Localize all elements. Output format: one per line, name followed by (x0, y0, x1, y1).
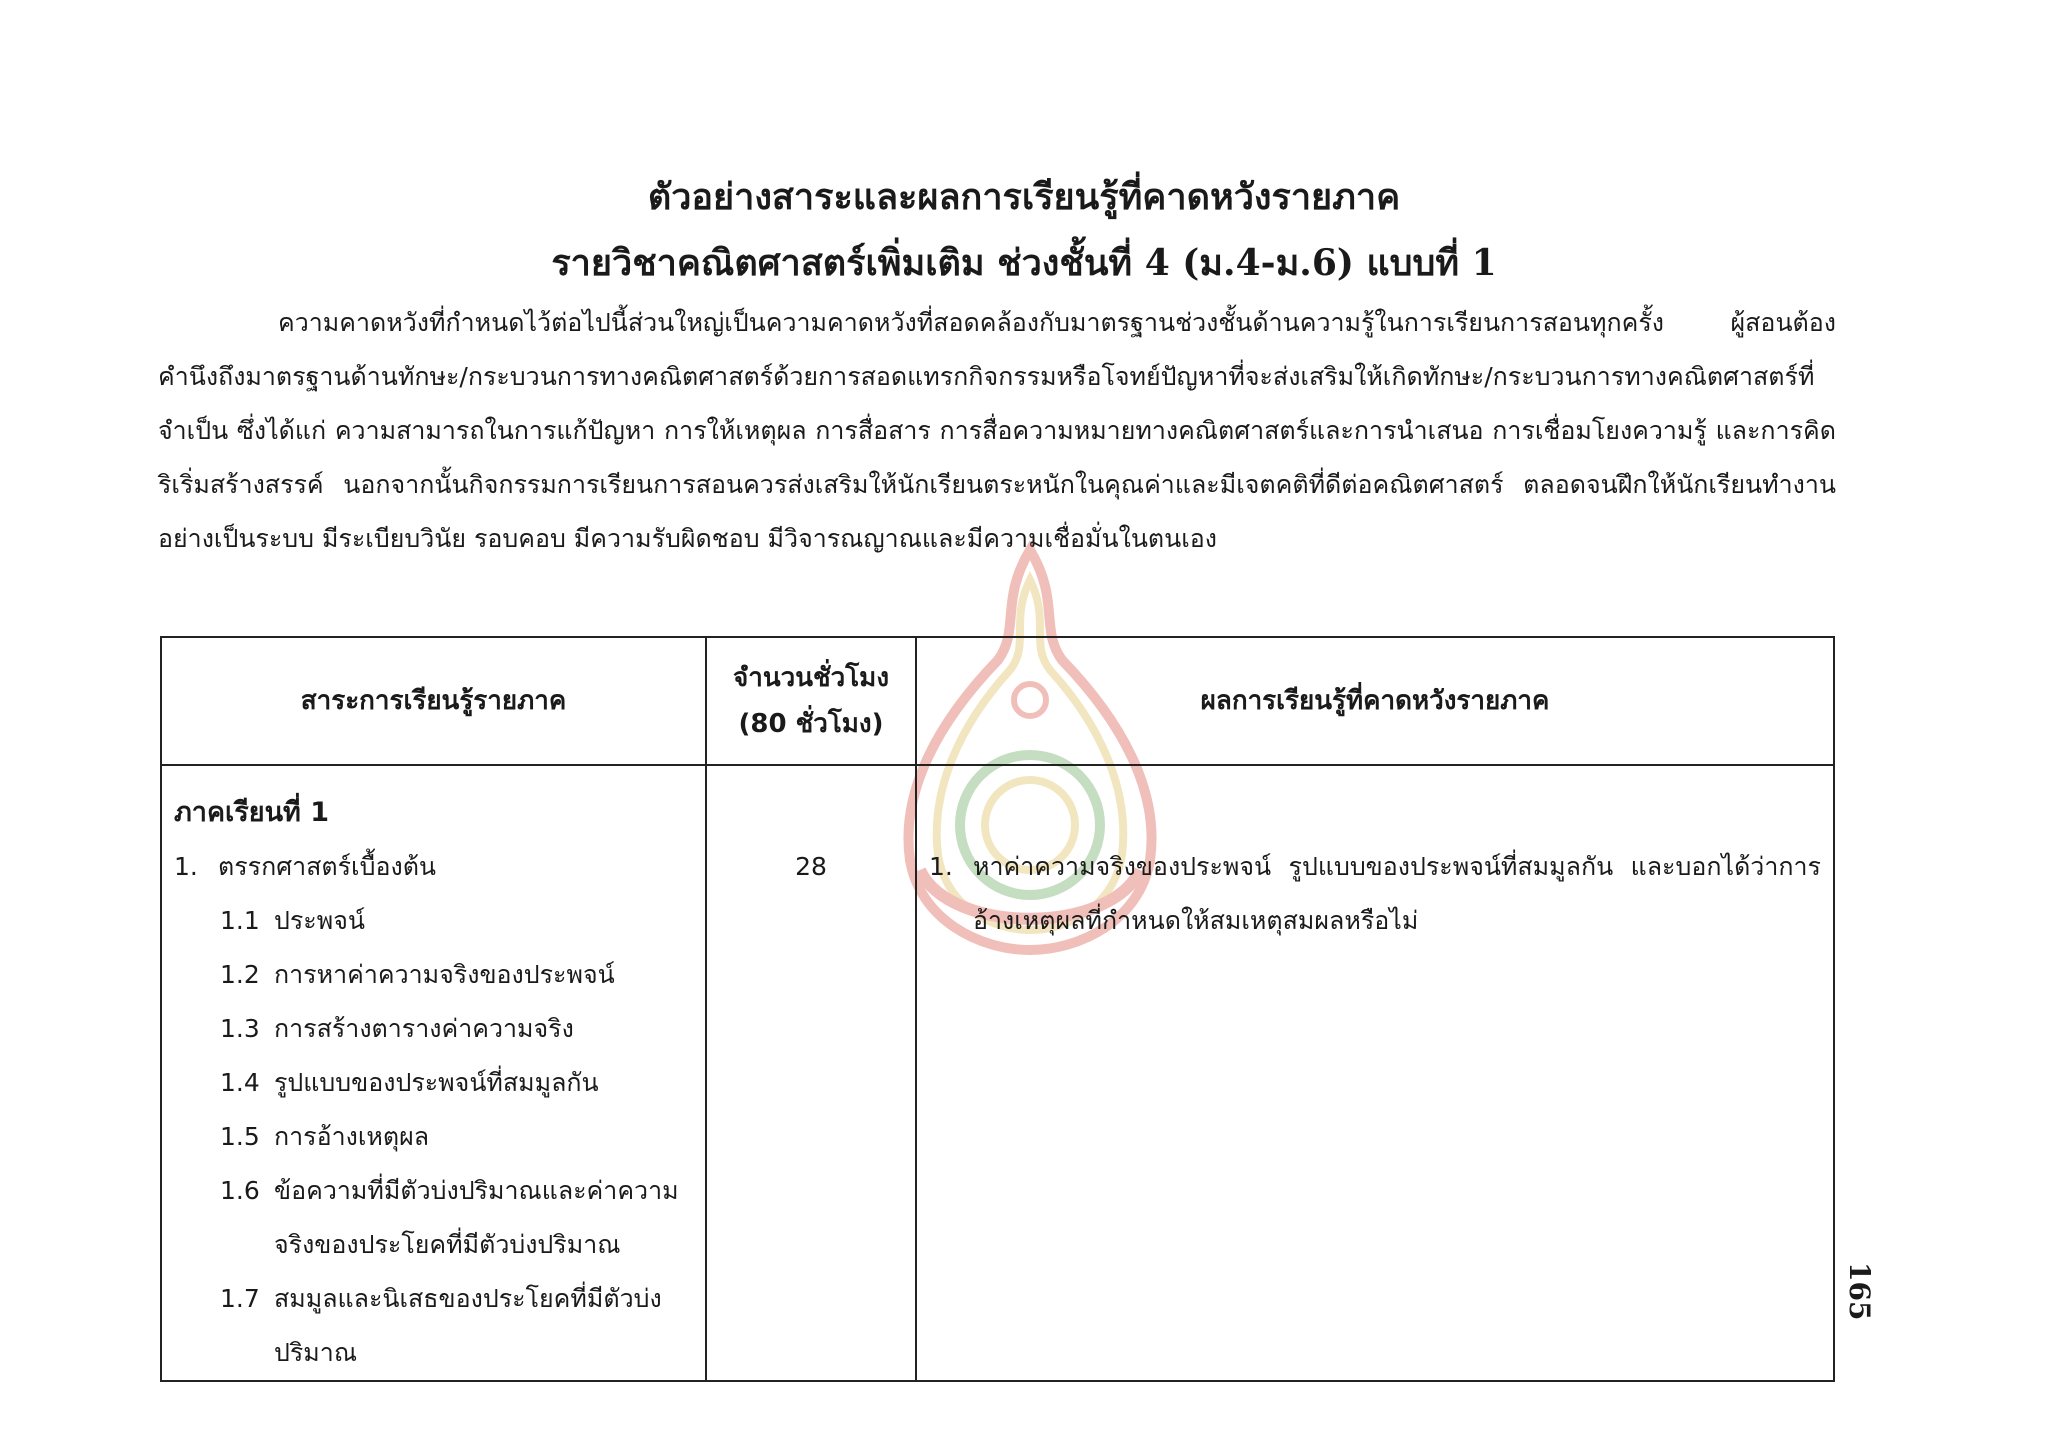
hours-cell (706, 765, 916, 1381)
subtopic-label: สมมูลและนิเสธของประโยคที่มีตัวบ่งปริมาณ (274, 1284, 662, 1367)
topic-label: ตรรกศาสตร์เบื้องต้น (218, 852, 437, 881)
subtopic-label: รูปแบบของประพจน์ที่สมมูลกัน (274, 1068, 599, 1097)
subtopic-item (220, 894, 705, 948)
subtopic-label: การอ้างเหตุผล (274, 1122, 430, 1151)
header-outcomes: ผลการเรียนรู้ที่คาดหวังรายภาค (916, 637, 1834, 765)
table-row (161, 765, 1834, 1381)
curriculum-table (160, 636, 1835, 1382)
subtopic-item (220, 1164, 705, 1272)
page-number: 165 (1843, 1262, 1876, 1321)
subtopic-label: ประพจน์ (274, 906, 365, 935)
subtopic-number: 1.6 (220, 1176, 260, 1205)
subtopic-item (220, 948, 705, 1002)
subtopic-number: 1.1 (220, 906, 260, 935)
page-subtitle: รายวิชาคณิตศาสตร์เพิ่มเติม ช่วงชั้นที่ 4 (ม.4-ม.6) แบบที่ 1 (551, 242, 1497, 284)
header-hours-line1: จำนวนชั่วโมง (732, 663, 890, 693)
outcome-label: หาค่าความจริงของประพจน์ รูปแบบของประพจน์ที่สมมูลกัน และบอกได้ว่าการอ้างเหตุผลที่กำหนดให้สมเหตุสมผลหรือไม่ (973, 852, 1821, 935)
header-hours (706, 637, 916, 765)
subtopic-label: ข้อความที่มีตัวบ่งปริมาณและค่าความจริงของประโยคที่มีตัวบ่งปริมาณ (274, 1176, 679, 1259)
intro-paragraph: ความคาดหวังที่กำหนดไว้ต่อไปนี้ส่วนใหญ่เป็นความคาดหวังที่สอดคล้องกับมาตรฐานช่วงชั้นด้านความรู้ในการเรียนการสอนทุกครั้ง ผู้สอนต้องคำนึงถึงมาตรฐานด้านทักษะ/กระบวนการทางคณิตศาสตร์ด้วยการสอดแทรกกิจกรรมหรือโจทย์ปัญหาที่จะส่งเสริมให้เกิดทักษะ/กระบวนการทางคณิตศาสตร์ที่จำเป็น ซึ่งได้แก่ ความสามารถในการแก้ปัญหา การให้เหตุผล การสื่อสาร การสื่อความหมายทางคณิตศาสตร์และการนำเสนอ การเชื่อมโยงความรู้ และการคิดริเริ่มสร้างสรรค์ นอกจากนั้นกิจกรรมการเรียนการสอนควรส่งเสริมให้นักเรียนตระหนักในคุณค่าและมีเจตคติที่ดีต่อคณิตศาสตร์ ตลอดจนฝึกให้นักเรียนทำงานอย่างเป็นระบบ มีระเบียบวินัย รอบคอบ มีความรับผิดชอบ มีวิจารณญาณและมีความเชื่อมั่นในตนเอง (158, 308, 1836, 553)
subtopic-number: 1.7 (220, 1284, 260, 1313)
outcome-number: 1. (929, 852, 953, 881)
subtopic-number: 1.2 (220, 960, 260, 989)
subtopic-item (220, 1272, 705, 1380)
topic-item (174, 840, 705, 894)
page-title: ตัวอย่างสาระและผลการเรียนรู้ที่คาดหวังรายภาค (647, 176, 1401, 218)
subtopic-item (220, 1110, 705, 1164)
hours-value: 28 (795, 852, 827, 881)
content-cell (161, 765, 706, 1381)
subtopic-label: การหาค่าความจริงของประพจน์ (274, 960, 615, 989)
topic-number: 1. (174, 852, 198, 881)
subtopic-number: 1.4 (220, 1068, 260, 1097)
semester-label: ภาคเรียนที่ 1 (174, 797, 330, 828)
header-content: สาระการเรียนรู้รายภาค (161, 637, 706, 765)
outcome-item (929, 840, 1821, 948)
subtopic-item (220, 1002, 705, 1056)
table-header-row (161, 637, 1834, 765)
subtopic-number: 1.5 (220, 1122, 260, 1151)
header-hours-line2: (80 ชั่วโมง) (738, 709, 884, 739)
subtopic-item (220, 1056, 705, 1110)
outcomes-cell (916, 765, 1834, 1381)
subtopic-label: การสร้างตารางค่าความจริง (274, 1014, 574, 1043)
subtopic-number: 1.3 (220, 1014, 260, 1043)
